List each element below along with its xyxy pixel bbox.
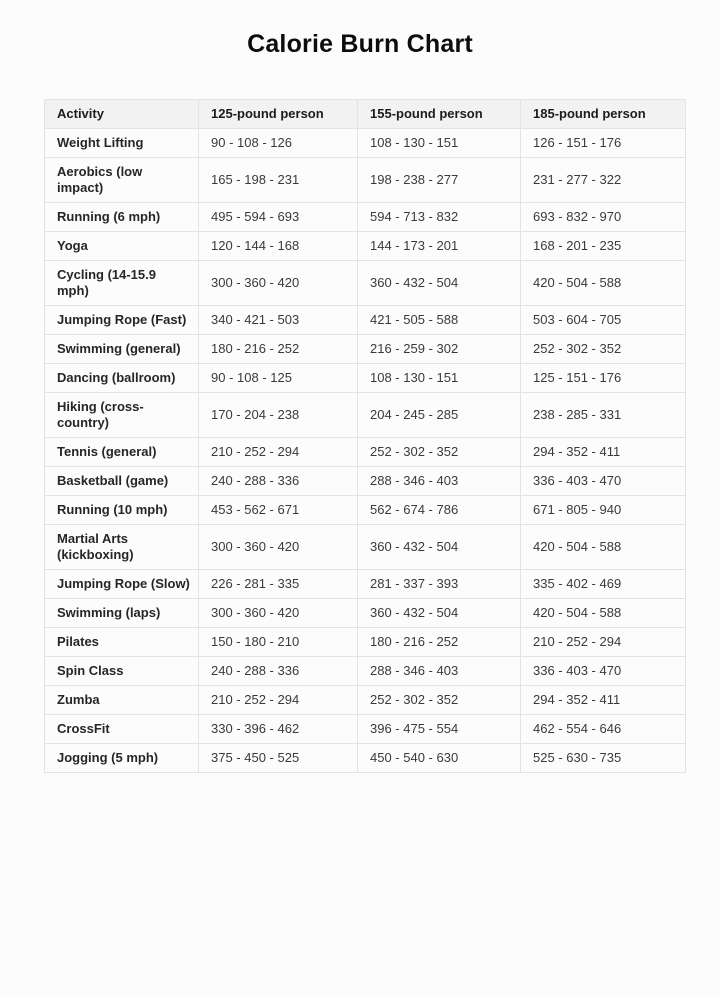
calories-cell: 294 - 352 - 411	[521, 438, 686, 467]
calories-cell: 168 - 201 - 235	[521, 232, 686, 261]
table-row	[45, 129, 686, 158]
table-row	[45, 158, 686, 203]
calories-cell: 693 - 832 - 970	[521, 203, 686, 232]
calories-cell: 453 - 562 - 671	[199, 496, 358, 525]
calories-cell: 180 - 216 - 252	[358, 628, 521, 657]
calories-cell: 294 - 352 - 411	[521, 686, 686, 715]
table-row	[45, 393, 686, 438]
table-row	[45, 496, 686, 525]
calories-cell: 462 - 554 - 646	[521, 715, 686, 744]
calories-cell: 238 - 285 - 331	[521, 393, 686, 438]
calories-cell: 252 - 302 - 352	[521, 335, 686, 364]
calories-cell: 120 - 144 - 168	[199, 232, 358, 261]
calories-cell: 450 - 540 - 630	[358, 744, 521, 773]
table-row	[45, 525, 686, 570]
calories-cell: 125 - 151 - 176	[521, 364, 686, 393]
calories-cell: 375 - 450 - 525	[199, 744, 358, 773]
calories-cell: 204 - 245 - 285	[358, 393, 521, 438]
calories-cell: 525 - 630 - 735	[521, 744, 686, 773]
calories-cell: 300 - 360 - 420	[199, 261, 358, 306]
table-row	[45, 306, 686, 335]
table-row	[45, 467, 686, 496]
calories-cell: 495 - 594 - 693	[199, 203, 358, 232]
table-row	[45, 599, 686, 628]
table-row	[45, 628, 686, 657]
activity-cell: Yoga	[45, 232, 199, 261]
calories-cell: 360 - 432 - 504	[358, 261, 521, 306]
activity-cell: Hiking (cross-country)	[45, 393, 199, 438]
activity-cell: Weight Lifting	[45, 129, 199, 158]
calories-cell: 165 - 198 - 231	[199, 158, 358, 203]
calories-cell: 594 - 713 - 832	[358, 203, 521, 232]
activity-cell: Basketball (game)	[45, 467, 199, 496]
calories-cell: 336 - 403 - 470	[521, 657, 686, 686]
calories-cell: 420 - 504 - 588	[521, 525, 686, 570]
column-header-weight-3: 185-pound person	[521, 100, 686, 129]
calories-cell: 360 - 432 - 504	[358, 525, 521, 570]
calories-cell: 252 - 302 - 352	[358, 686, 521, 715]
table-row	[45, 657, 686, 686]
calories-cell: 281 - 337 - 393	[358, 570, 521, 599]
table-body	[45, 129, 686, 773]
calories-cell: 288 - 346 - 403	[358, 467, 521, 496]
calories-cell: 150 - 180 - 210	[199, 628, 358, 657]
activity-cell: Running (10 mph)	[45, 496, 199, 525]
calories-cell: 420 - 504 - 588	[521, 261, 686, 306]
table-header-row	[45, 100, 686, 129]
calories-cell: 340 - 421 - 503	[199, 306, 358, 335]
calories-cell: 240 - 288 - 336	[199, 657, 358, 686]
column-header-activity: Activity	[45, 100, 199, 129]
table-row	[45, 438, 686, 467]
activity-cell: Jogging (5 mph)	[45, 744, 199, 773]
calorie-burn-table	[44, 99, 686, 773]
activity-cell: Jumping Rope (Slow)	[45, 570, 199, 599]
activity-cell: Spin Class	[45, 657, 199, 686]
activity-cell: Running (6 mph)	[45, 203, 199, 232]
calories-cell: 300 - 360 - 420	[199, 599, 358, 628]
calorie-table-container	[44, 99, 685, 773]
activity-cell: Zumba	[45, 686, 199, 715]
calories-cell: 420 - 504 - 588	[521, 599, 686, 628]
calories-cell: 108 - 130 - 151	[358, 129, 521, 158]
table-row	[45, 335, 686, 364]
calories-cell: 240 - 288 - 336	[199, 467, 358, 496]
activity-cell: Aerobics (low impact)	[45, 158, 199, 203]
calories-cell: 210 - 252 - 294	[199, 686, 358, 715]
table-row	[45, 686, 686, 715]
activity-cell: Cycling (14-15.9 mph)	[45, 261, 199, 306]
table-row	[45, 744, 686, 773]
calories-cell: 216 - 259 - 302	[358, 335, 521, 364]
calories-cell: 252 - 302 - 352	[358, 438, 521, 467]
calories-cell: 231 - 277 - 322	[521, 158, 686, 203]
calories-cell: 210 - 252 - 294	[521, 628, 686, 657]
calories-cell: 503 - 604 - 705	[521, 306, 686, 335]
column-header-weight-1: 125-pound person	[199, 100, 358, 129]
table-row	[45, 364, 686, 393]
calories-cell: 226 - 281 - 335	[199, 570, 358, 599]
activity-cell: Dancing (ballroom)	[45, 364, 199, 393]
table-row	[45, 570, 686, 599]
calories-cell: 562 - 674 - 786	[358, 496, 521, 525]
table-row	[45, 203, 686, 232]
activity-cell: CrossFit	[45, 715, 199, 744]
activity-cell: Pilates	[45, 628, 199, 657]
calories-cell: 108 - 130 - 151	[358, 364, 521, 393]
calories-cell: 170 - 204 - 238	[199, 393, 358, 438]
calories-cell: 336 - 403 - 470	[521, 467, 686, 496]
calories-cell: 335 - 402 - 469	[521, 570, 686, 599]
calories-cell: 126 - 151 - 176	[521, 129, 686, 158]
activity-cell: Tennis (general)	[45, 438, 199, 467]
calories-cell: 288 - 346 - 403	[358, 657, 521, 686]
activity-cell: Swimming (general)	[45, 335, 199, 364]
calories-cell: 90 - 108 - 125	[199, 364, 358, 393]
calories-cell: 300 - 360 - 420	[199, 525, 358, 570]
calories-cell: 144 - 173 - 201	[358, 232, 521, 261]
activity-cell: Jumping Rope (Fast)	[45, 306, 199, 335]
activity-cell: Swimming (laps)	[45, 599, 199, 628]
calories-cell: 198 - 238 - 277	[358, 158, 521, 203]
calories-cell: 360 - 432 - 504	[358, 599, 521, 628]
page-title: Calorie Burn Chart	[247, 30, 473, 58]
activity-cell: Martial Arts (kickboxing)	[45, 525, 199, 570]
calories-cell: 396 - 475 - 554	[358, 715, 521, 744]
calories-cell: 90 - 108 - 126	[199, 129, 358, 158]
column-header-weight-2: 155-pound person	[358, 100, 521, 129]
calories-cell: 210 - 252 - 294	[199, 438, 358, 467]
calories-cell: 330 - 396 - 462	[199, 715, 358, 744]
calories-cell: 180 - 216 - 252	[199, 335, 358, 364]
calories-cell: 671 - 805 - 940	[521, 496, 686, 525]
table-row	[45, 715, 686, 744]
calories-cell: 421 - 505 - 588	[358, 306, 521, 335]
table-row	[45, 232, 686, 261]
table-row	[45, 261, 686, 306]
